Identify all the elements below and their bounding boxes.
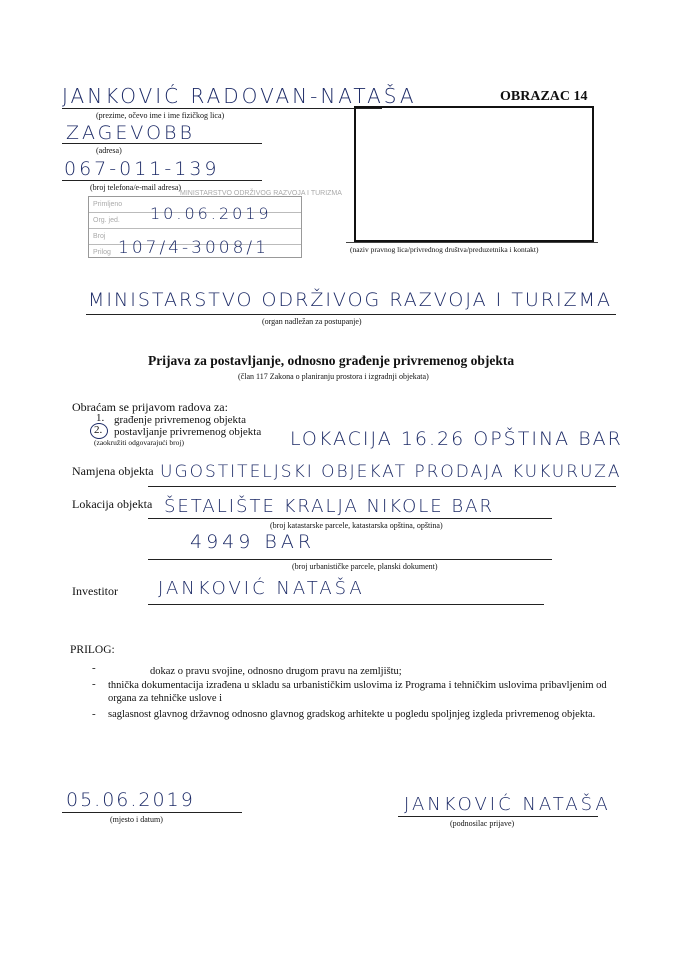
works-intro: Obraćam se prijavom radova za: [72,400,228,414]
works-item1-num: 1. [96,412,105,424]
footer-date-line [62,812,242,813]
applicant-address-value: ZAGEVOBB [66,122,195,144]
signature-label: (podnosilac prijave) [450,819,515,828]
footer-date-value: 05.06.2019 [66,789,195,811]
works-note: (zaokružiti odgovarajući broj) [94,438,184,447]
applicant-address-label: (adresa) [96,146,122,155]
signature-line [398,816,598,817]
stamp-row-2: Org. jed. [89,213,301,229]
footer-date-label: (mjesto i datum) [110,815,163,824]
location-label: Lokacija objekta [72,497,153,511]
stamp-org-text: MINISTARSTVO ODRŽIVOG RAZVOJA I TURIZMA [180,190,342,197]
authority-line [86,314,616,315]
authority-label: (organ nadležan za postupanje) [262,317,362,326]
stamp-row-3: Broj [89,229,301,245]
authority-value: MINISTARSTVO ODRŽIVOG RAZVOJA I TURIZMA [88,289,613,311]
attachment-item-2: thnička dokumentacija izrađena u skladu sa urbanističkim uslovima iz Programa i tehničkim uslovima pribavljenim od organa za tehničke uslove i [108,680,607,704]
form-subtitle: (član 117 Zakona o planiranju prostora i izgradnji objekata) [238,372,429,381]
works-location-note: LOKACIJA 16.26 OPŠTINA BAR [290,428,623,450]
form-number: OBRAZAC 14 [500,89,588,104]
works-item2-num: 2. [94,424,103,436]
applicant-phone-line [62,180,262,181]
location-value: ŠETALIŠTE KRALJA NIKOLE BAR [164,496,495,517]
investor-line [148,604,544,605]
location-sublabel: (broj katastarske parcele, katastarska opština, opština) [270,521,443,530]
attachments-title: PRILOG: [70,644,115,656]
applicant-name-label: (prezime, očevo ime i ime fizičkog lica) [96,111,225,120]
signature-value: JANKOVIĆ NATAŠA [404,794,611,815]
redacted-box [354,106,594,242]
applicant-name-line [62,108,382,109]
applicant-address-line [62,143,262,144]
urban-line [148,559,552,560]
attachment-bullet-2: - [92,678,96,690]
stamp-date-value: 10.06.2019 [150,204,272,223]
applicant-phone-value: 067-011-139 [64,158,220,180]
legal-entity-line [346,242,598,243]
stamp-row-1: Primljeno [89,197,301,213]
legal-entity-label: (naziv pravnog lica/privrednog društva/preduzetnika i kontakt) [350,245,539,254]
urban-value: 4949 BAR [190,531,316,553]
urban-sublabel: (broj urbanističke parcele, planski dokument) [292,562,438,571]
works-item2: postavljanje privremenog objekta [114,426,262,438]
attachment-bullet-1: - [92,662,96,674]
applicant-phone-label: (broj telefona/e-mail adresa) [90,183,182,192]
investor-value: JANKOVIĆ NATAŠA [158,578,365,599]
attachment-item-3: saglasnost glavnog državnog odnosno glavnog gradskog arhitekte u pogledu spoljnjeg izgleda privremenog objekta. [108,709,596,720]
attachment-item-1: dokaz o pravu svojine, odnosno drugom pravu na zemljištu; [150,666,402,677]
investor-label: Investitor [72,584,118,598]
location-line [148,518,552,519]
attachment-bullet-3: - [92,708,96,720]
purpose-label: Namjena objekta [72,464,154,478]
form-title: Prijava za postavljanje, odnosno građenje privremenog objekta [148,353,515,368]
applicant-name-value: JANKOVIĆ RADOVAN-NATAŠA [62,84,417,108]
stamp-row-4: Prilog [93,249,111,256]
purpose-line [148,486,616,487]
purpose-value: UGOSTITELJSKI OBJEKAT PRODAJA KUKURUZA [160,462,622,482]
stamp-number-value: 107/4-3008/1 [118,238,269,258]
works-item1: građenje privremenog objekta [114,414,246,426]
